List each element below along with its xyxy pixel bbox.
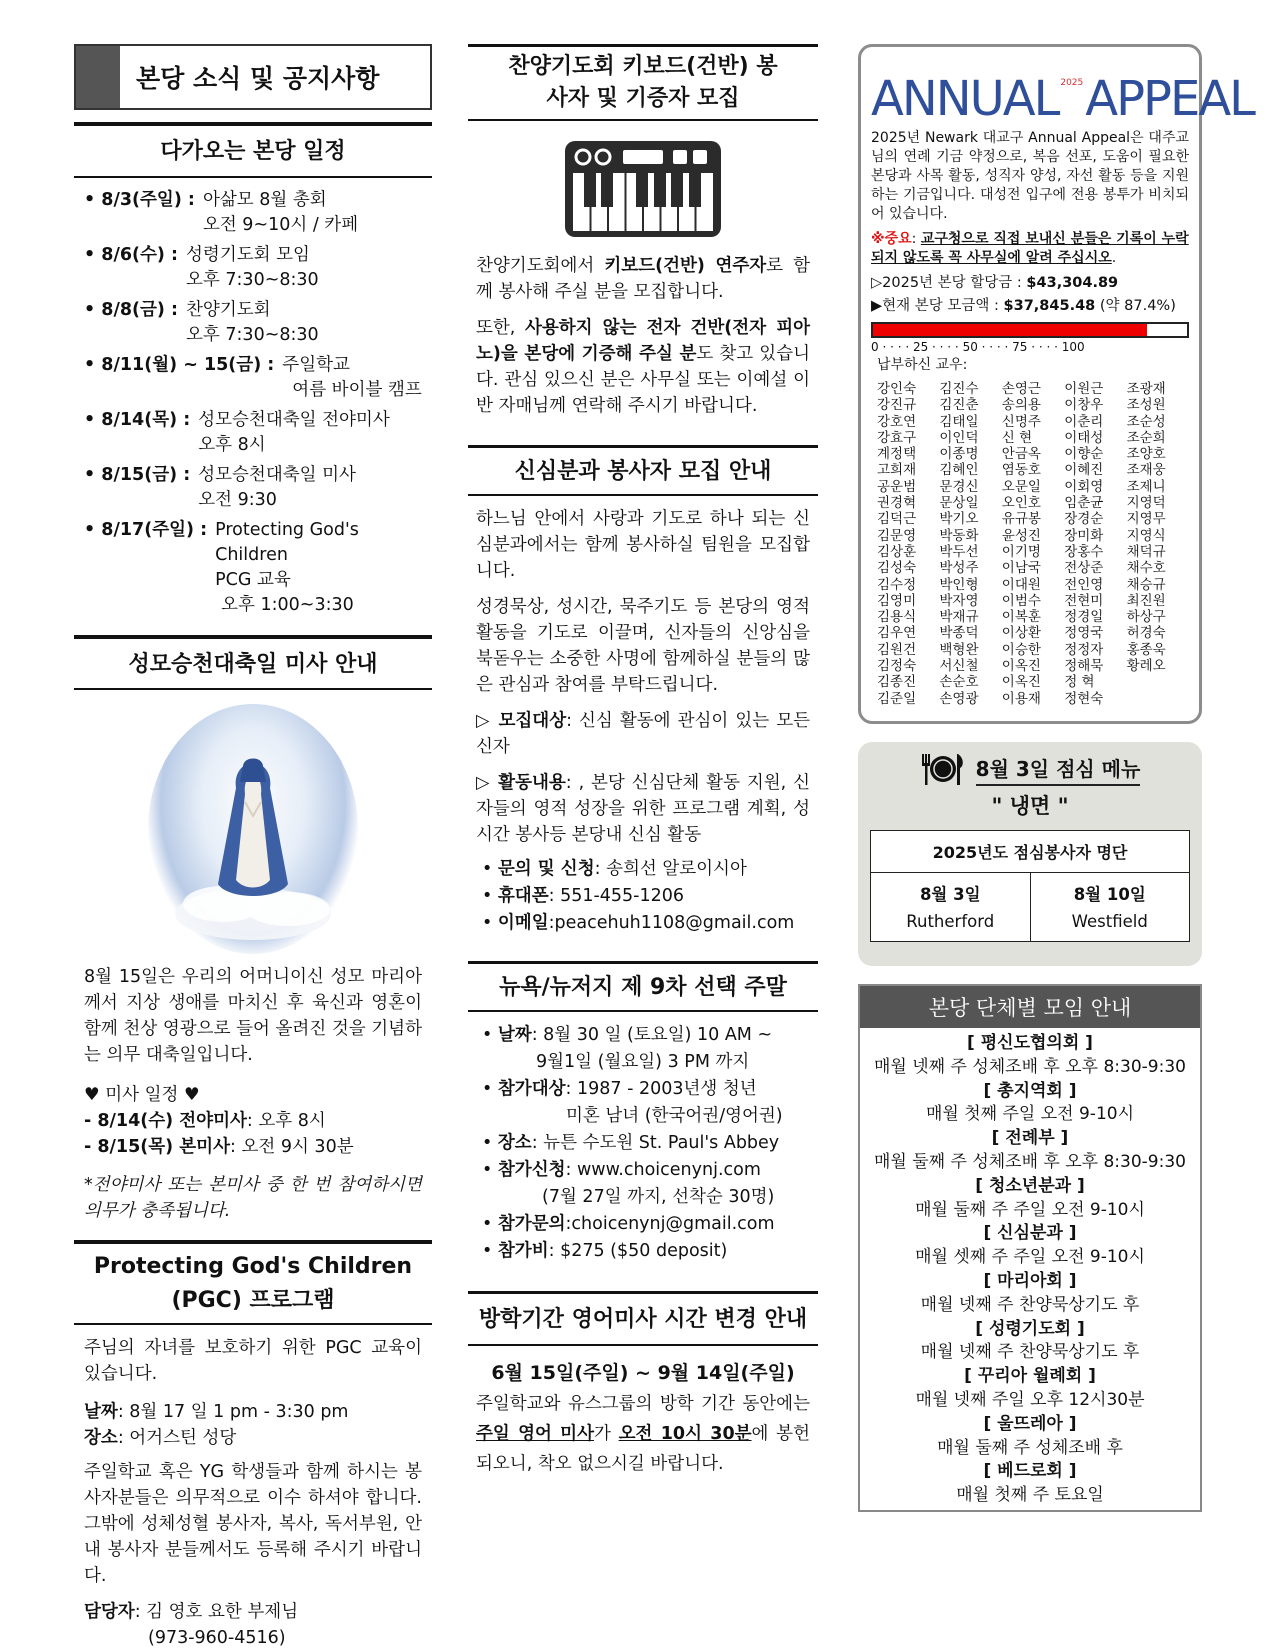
group-name: [ 전례부 ] [991,1128,1069,1149]
appeal-warning: ※중요: 교구청으로 직접 보내신 분들은 기록이 누락되지 않도록 꼭 사무실에 알려 주십시오. [871,231,1189,266]
faith-target: ▷ 모집대상: 신심 활동에 관심이 있는 모든 신자 [476,711,810,757]
faith-email[interactable]: • 이메일:peacehuh1108@gmail.com [482,910,810,937]
faith-paragraph-2: 성경묵상, 성시간, 묵주기도 등 본당의 영적 활동을 기도로 이끌며, 신자들의 신앙심을 북돋우는 소중한 사명에 함께하실 분들의 많은 관심과 참여를 부탁드립니다. [476,597,810,695]
schedule-item: • 8/14(목) : 성모승천대축일 전야미사 오후 8시 [84,408,432,458]
donor-name: 손영근 [1001,381,1041,397]
group-time: 매월 넷째 주일 오후 12시30분 [915,1389,1145,1410]
keyboard-icon [563,139,723,239]
title-accent-bar [76,46,120,108]
donor-name: 김정숙 [877,658,917,675]
mass-note: *전야미사 또는 본미사 중 한 번 참여하시면 의무가 충족됩니다. [84,1175,422,1222]
group-time: 매월 둘째 주 주일 오전 9-10시 [915,1199,1145,1220]
donor-name: 이인덕 [939,429,979,446]
donor-name: 조성원 [1126,397,1166,414]
donor-name: 이춘리 [1064,413,1104,430]
donor-name: 김덕근 [877,511,917,528]
donor-name: 전상준 [1064,560,1104,577]
donor-name: 이상환 [1001,625,1041,642]
lunch-title: 8월 3일 점심 메뉴 [976,753,1141,786]
donor-name: 이범수 [1001,592,1041,609]
donor-name: 이용재 [1001,690,1041,707]
donor-name: 조재웅 [1126,462,1166,479]
donor-name: 안금옥 [1001,446,1041,463]
donor-name: 이복훈 [1001,609,1041,626]
donor-name: 지영식 [1126,527,1166,544]
english-mass-text: 주일학교와 유스그룹의 방학 기간 동안에는 주일 영어 미사가 오전 10시 30분에 봉헌되오니, 착오 없으시길 바랍니다. [476,1394,810,1474]
left-column [74,44,432,1650]
donor-name: 허경숙 [1126,625,1166,642]
schedule-item: • 8/8(금) : 찬양기도회 오후 7:30~8:30 [84,298,432,348]
mass-main-line: - 8/15(목) 본미사: 오전 9시 30분 [84,1137,354,1158]
donor-name: 오문일 [1001,478,1041,495]
right-column [858,44,1254,1512]
donor-name: 김종진 [877,674,917,691]
annual-appeal-logo: ANNUAL $^{2025}$APPEAL [871,71,1254,127]
choice-date: • 날짜: 8월 30 일 (토요일) 10 AM ~ 9월1일 (월요일) 3 PM 까지 [482,1022,818,1076]
donor-name: 이원근 [1064,381,1104,397]
choice-target: • 참가대상: 1987 - 2003년생 청년 미혼 남녀 (한국어권/영어권) [482,1076,818,1130]
donor-name: 임춘균 [1064,495,1104,512]
donor-name: 이남국 [1001,560,1041,577]
donor-name: 문경신 [939,478,979,495]
schedule-item: • 8/6(수) : 성령기도회 모임 오후 7:30~8:30 [84,243,432,293]
faith-paragraph-1: 하느님 안에서 사랑과 기도로 하나 되는 신심분과에서는 함께 봉사하실 팀원을 모집합니다. [476,509,810,581]
donor-name: 이대원 [1001,576,1041,593]
group-time: 매월 넷째 주 성체조배 후 오후 8:30-9:30 [874,1056,1186,1077]
donor-name: 장미화 [1064,527,1104,544]
donor-name: 오인호 [1001,495,1041,512]
page-title: 본당 소식 및 공지사항 [136,64,380,93]
donor-name: 문상일 [939,495,979,512]
faith-heading: 신심분과 봉사자 모집 안내 [468,445,818,496]
donor-name: 조제니 [1126,478,1166,495]
pgc-place: 장소: 어거스틴 성당 [84,1428,237,1449]
lunch-menu-item: " 냉면 " [991,794,1069,818]
appeal-progress-bar [871,322,1189,338]
lunch-menu-box [858,742,1202,966]
donor-name: 강인숙 [877,381,917,397]
pgc-date: 날짜: 8월 17 일 1 pm - 3:30 pm [84,1402,349,1423]
pgc-intro: 주님의 자녀를 보호하기 위한 PGC 교육이 있습니다. [84,1338,422,1385]
donor-name: 김준일 [877,690,917,707]
donor-name: 전현미 [1064,592,1104,609]
donor-name: 이혜진 [1064,462,1104,479]
donor-name: 조광재 [1126,381,1166,397]
faith-contact: • 문의 및 신청: 송희선 알로이시아 [482,856,810,883]
donor-name: 지영덕 [1126,495,1166,512]
donor-name: 정경일 [1064,609,1104,626]
donor-name: 윤성진 [1001,527,1041,544]
donor-name: 박종덕 [939,625,979,642]
group-time: 매월 첫째 주 토요일 [956,1485,1104,1506]
group-meetings-title: 본당 단체별 모임 안내 [860,986,1200,1028]
donor-name: 채덕규 [1126,543,1166,560]
donor-name: 이옥진 [1001,658,1041,675]
donor-name: 염동호 [1001,462,1041,479]
group-time: 매월 넷째 주 찬양묵상기도 후 [920,1342,1140,1363]
keyboard-paragraph-1: 찬양기도회에서 키보드(건반) 연주자로 함께 봉사해 주실 분을 모집합니다. [476,256,811,302]
group-name: [ 꾸리아 월례회 ] [964,1366,1096,1387]
group-time: 매월 넷째 주 찬양묵상기도 후 [920,1294,1140,1315]
donor-name: 백형완 [939,641,979,658]
appeal-text: 2025년 Newark 대교구 Annual Appeal은 대주교님의 연례 기금 약정으로, 복음 선포, 도움이 필요한 본당과 사목 활동, 성직자 양성, 자선 활동 등을 지원하는 기금입니다. 대성전 입구에 전용 봉투가 비치되어 있습니다. [871,130,1189,222]
choice-place: • 장소: 뉴튼 수도원 St. Paul's Abbey [482,1130,818,1157]
faith-phone: • 휴대폰: 551-455-1206 [482,883,810,910]
page-title-box [74,44,432,110]
group-name: [ 신심분과 ] [983,1223,1077,1244]
choice-heading: 뉴욕/뉴저지 제 9차 선택 주말 [468,961,818,1012]
donor-name: 박성주 [939,560,979,577]
group-name: [ 청소년분과 ] [975,1175,1085,1196]
mass-vigil-line: - 8/14(수) 전야미사: 오후 8시 [84,1111,326,1132]
lunch-volunteer-table [870,830,1190,942]
donor-name: 박두선 [939,543,979,560]
donor-name: 채승규 [1126,576,1166,593]
choice-fee: • 참가비: $275 ($50 deposit) [482,1238,818,1265]
donor-name: 박인형 [939,576,979,593]
donor-name: 장홍수 [1064,543,1104,560]
donor-name: 공운범 [877,478,917,495]
donor-name: 김영미 [877,592,917,609]
schedule-item: • 8/3(주일) : 아삶모 8월 총회 오전 9~10시 / 카페 [84,188,432,238]
donor-name: 김우연 [877,625,917,642]
dining-icon [920,752,966,786]
pgc-contact: 담당자: 김 영호 요한 부제님 [84,1602,299,1623]
donor-name: 계정택 [877,446,917,463]
donor-name: 고희재 [877,462,917,479]
donor-name: 이회영 [1064,478,1104,495]
donor-name: 정 혁 [1064,674,1095,691]
donor-name: 박재규 [939,609,979,626]
appeal-raised: ▶현재 본당 모금액 : $37,845.48 (약 87.4%) [871,298,1176,314]
donor-name: 권경혁 [877,495,917,512]
donor-name: 지영무 [1126,511,1166,528]
assumption-heading: 성모승천대축일 미사 안내 [74,635,432,691]
group-name: [ 총지역회 ] [983,1080,1077,1101]
schedule-list [74,178,432,618]
donor-name: 조순성 [1126,413,1166,430]
middle-column [468,44,818,1479]
donor-name: 김혜인 [939,462,979,479]
donor-name: 신명주 [1001,413,1041,430]
donor-name: 정현숙 [1064,690,1104,707]
group-time: 매월 셋째 주 주일 오전 9-10시 [915,1247,1145,1268]
donor-name: 강효구 [877,429,917,446]
donor-name: 조순희 [1126,429,1166,446]
group-meetings-list [860,1028,1200,1510]
donor-name: 이종명 [939,446,979,463]
keyboard-heading: 찬양기도회 키보드(건반) 봉사자 및 기증자 모집 [468,44,818,121]
donor-name: 손영광 [939,690,979,707]
donor-name: 김수정 [877,576,917,593]
donor-name: 채수호 [1126,560,1166,577]
group-name: [ 마리아회 ] [983,1270,1077,1291]
donor-name: 이창우 [1064,397,1104,414]
donor-name: 박자영 [939,592,979,609]
donors-label: 납부하신 교우: [877,357,968,373]
appeal-goal: ▷2025년 본당 할당금 : $43,304.89 [871,275,1119,291]
donor-name: 하상구 [1126,609,1166,626]
donor-name: 유규봉 [1001,511,1041,528]
group-time: 매월 첫째 주일 오전 9-10시 [926,1104,1134,1125]
mass-schedule-heading: ♥ 미사 일정 ♥ [84,1085,200,1106]
donor-name: 김성숙 [877,560,917,577]
progress-scale: 0 · · · · 25 · · · · 50 · · · · 75 · · · · 100 [871,340,1085,354]
donor-name [1127,691,1189,707]
keyboard-paragraph-2: 또한, 사용하지 않는 전자 건반(전자 피아노)을 본당에 기증해 주실 분도 찾고 있습니다. 관심 있으신 분은 사무실 또는 이예설 이반 자매님께 연락해 주시기 바랍니다. [476,318,811,416]
donor-name: 김태일 [939,413,979,430]
group-name: [ 베드로회 ] [983,1461,1077,1482]
volunteer-cell: 8월 10일 Westfield [1030,873,1190,941]
pgc-body: 주일학교 혹은 YG 학생들과 함께 하시는 봉사자분들은 의무적으로 이수 하셔야 합니다. 그밖에 성체성혈 봉사자, 복사, 독서부원, 안내 봉사자 분들께서도 등록해 주시기 바랍니다. [84,1462,422,1587]
donor-name: 조양호 [1126,446,1166,463]
donor-name: 장경순 [1064,511,1104,528]
donor-name: 이옥진 [1001,674,1041,691]
donor-name: 최진원 [1126,592,1166,609]
donor-list [871,381,1189,707]
english-mass-heading: 방학기간 영어미사 시간 변경 안내 [468,1291,818,1346]
donor-name: 황레오 [1126,658,1166,675]
choice-apply[interactable]: • 참가신청: www.choicenynj.com (7월 27일 까지, 선착순 30명) [482,1157,818,1211]
schedule-item: • 8/11(월) ~ 15(금) : 주일학교 여름 바이블 캠프 [84,353,432,403]
donor-name: 정해묵 [1064,658,1104,675]
donor-name: 김진수 [939,381,979,397]
donor-name: 홍종욱 [1126,641,1166,658]
donor-name: 손순호 [939,674,979,691]
virgin-mary-image [148,704,358,954]
pgc-phone: (973-960-4516) [148,1628,286,1649]
group-meetings-box [858,984,1202,1512]
group-time: 매월 둘째 주 성체조배 후 [937,1437,1123,1458]
pgc-heading: Protecting God's Children (PGC) 프로그램 [74,1240,432,1325]
donor-name: 박기오 [939,511,979,528]
donor-name: 강호연 [877,413,917,430]
appeal-progress-fill [873,324,1147,336]
donor-name: 강진규 [877,397,917,414]
donor-name: 박동화 [939,527,979,544]
faith-activities: ▷ 활동내용: , 본당 신심단체 활동 지원, 신자들의 영적 성장을 위한 프로그램 계획, 성시간 봉사등 본당내 신심 활동 [476,773,811,845]
group-time: 매월 둘째 주 성체조배 후 오후 8:30-9:30 [874,1151,1186,1172]
volunteer-cell: 8월 3일 Rutherford [906,885,995,931]
donor-name: 김문영 [877,527,917,544]
donor-name: 김원건 [877,641,917,658]
english-mass-dates: 6월 15일(주일) ~ 9월 14일(주일) [491,1362,795,1384]
donor-name: 이승한 [1001,641,1041,658]
donor-name: 이향순 [1064,446,1104,463]
donor-name: 이기명 [1001,543,1041,560]
donor-name: 신 현 [1001,429,1033,446]
volunteer-table-header: 2025년도 점심봉사자 명단 [871,831,1189,873]
schedule-item: • 8/15(금) : 성모승천대축일 미사 오전 9:30 [84,463,432,513]
group-name: [ 성령기도회 ] [975,1318,1085,1339]
schedule-item: • 8/17(주일) : Protecting God's Children PCG 교육 오후 1:00~3:30 [84,518,432,618]
donor-name: 김진춘 [939,397,979,414]
group-name: [ 울뜨레아 ] [983,1413,1077,1434]
choice-inquiry[interactable]: • 참가문의:choicenynj@gmail.com [482,1211,818,1238]
donor-name: 송의용 [1001,397,1041,414]
schedule-heading: 다가오는 본당 일정 [74,122,432,178]
donor-name: 정정자 [1064,641,1104,658]
donor-name: 김상훈 [877,543,917,560]
donor-name: 정영국 [1064,625,1104,642]
donor-name: 김용식 [877,609,917,626]
assumption-text: 8월 15일은 우리의 어머니이신 성모 마리아께서 지상 생애를 마치신 후 육신과 영혼이 함께 천상 영광으로 들어 올려진 것을 기념하는 의무 대축일입니다. [84,967,422,1066]
donor-name: 이태성 [1064,429,1104,446]
group-name: [ 평신도협의회 ] [967,1033,1093,1053]
donor-name [1127,674,1189,690]
annual-appeal-box [858,44,1254,724]
donor-name: 서신철 [939,658,979,675]
donor-name: 전인영 [1064,576,1104,593]
